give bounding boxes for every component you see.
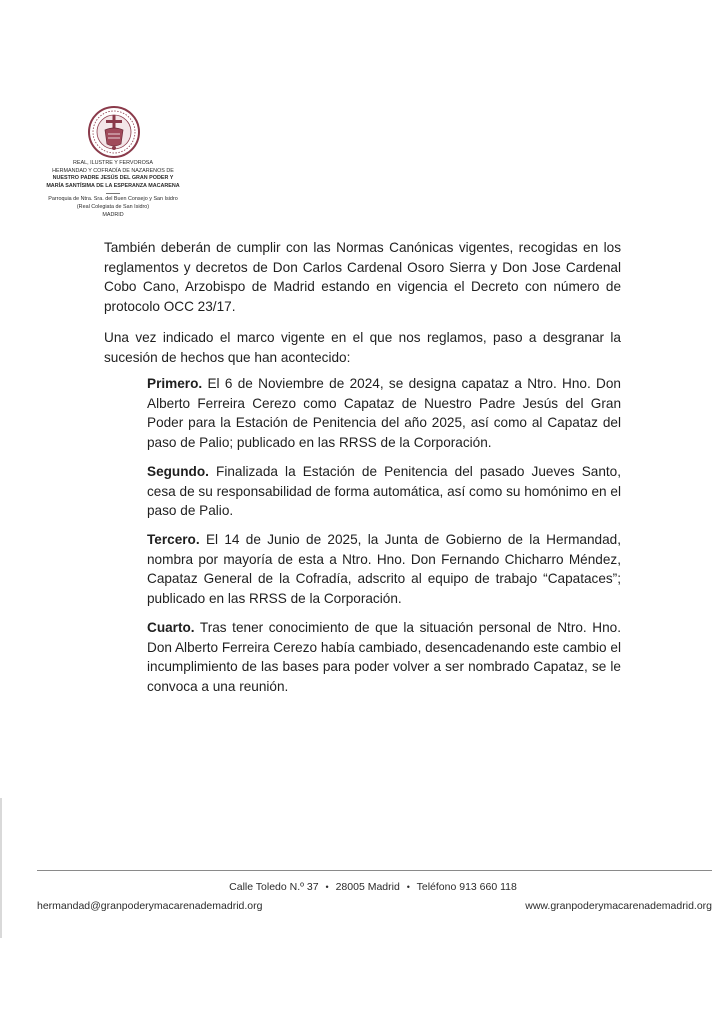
footer-phone: Teléfono 913 660 118 <box>416 881 517 893</box>
paragraph-framework: Una vez indicado el marco vigente en el que nos reglamos, paso a desgranar la sucesión de hechos que han acontecido: <box>104 330 621 365</box>
paragraph-canonical-norms: También deberán de cumplir con las Normas Canónicas vigentes, recogidas en los reglamentos y decretos de Don Carlos Cardenal Osoro Sierra y Don Jose Cardenal Cobo Cano, Arzobispo de Madrid estando en vigencia el Decreto con número de protocolo OCC 23/17. <box>104 240 621 314</box>
footer-postal: 28005 Madrid <box>335 881 400 893</box>
letterhead-line-3: NUESTRO PADRE JESÚS DEL GRAN PODER Y <box>52 175 174 182</box>
footer-separator: • <box>406 882 410 892</box>
list-item-segundo <box>147 462 621 521</box>
list-item-primero <box>147 374 621 452</box>
item-label: Tercero. <box>147 532 200 547</box>
footer-separator: • <box>325 882 329 892</box>
heraldic-crest-icon <box>86 104 142 160</box>
item-text: El 14 de Junio de 2025, la Junta de Gobierno de la Hermandad, nombra por mayoría de esta a Ntro. Hno. Don Fernando Chicharro Méndez, Capataz General de la Cofradía, adscrito al equipo de trabajo “Capataces”; publicado en las RRSS de la Corporación. <box>147 532 621 606</box>
letterhead-line-4: MARÍA SANTÍSIMA DE LA ESPERANZA MACARENA <box>46 182 180 189</box>
list-item-cuarto <box>147 618 621 696</box>
footer-address <box>0 881 724 893</box>
letterhead-divider <box>106 193 120 194</box>
letterhead-line-2: HERMANDAD Y COFRADÍA DE NAZARENOS DE <box>52 167 174 174</box>
letterhead-city: MADRID <box>102 211 124 218</box>
item-label: Segundo. <box>147 464 209 479</box>
letterhead <box>22 160 204 219</box>
letterhead-parish: Parroquia de Ntra. Sra. del Buen Consejo y San Isidro <box>48 196 178 203</box>
item-text: Finalizada la Estación de Penitencia del pasado Jueves Santo, cesa de su responsabilidad de forma automática, así como su homónimo en el paso de Palio. <box>147 464 621 519</box>
scan-edge-line <box>0 798 2 938</box>
footer-street: Calle Toledo N.º 37 <box>229 881 319 893</box>
item-text: El 6 de Noviembre de 2024, se designa capataz a Ntro. Hno. Don Alberto Ferreira Cerezo como Capataz de Nuestro Padre Jesús del Gran Poder para la Estación de Penitencia del año 2025, así como al Capataz del paso de Palio; publicado en las RRSS de la Corporación. <box>147 376 621 450</box>
footer-divider <box>37 870 712 871</box>
letterhead-parish-sub: (Real Colegiata de San Isidro) <box>76 203 150 210</box>
footer-email-link[interactable]: hermandad@granpoderymacarenademadrid.org <box>37 900 263 912</box>
item-text: Tras tener conocimiento de que la situación personal de Ntro. Hno. Don Alberto Ferreira Cerezo había cambiado, desencadenando este cambio el incumplimiento de las bases para poder volver a ser nombrado Capataz, se le convoca a una reunión. <box>147 620 621 694</box>
item-label: Primero. <box>147 376 203 391</box>
list-item-tercero <box>147 530 621 608</box>
letterhead-line-1: REAL, ILUSTRE Y FERVOROSA <box>73 160 153 166</box>
footer-website-link[interactable]: www.granpoderymacarenademadrid.org <box>525 900 712 912</box>
item-label: Cuarto. <box>147 620 195 635</box>
